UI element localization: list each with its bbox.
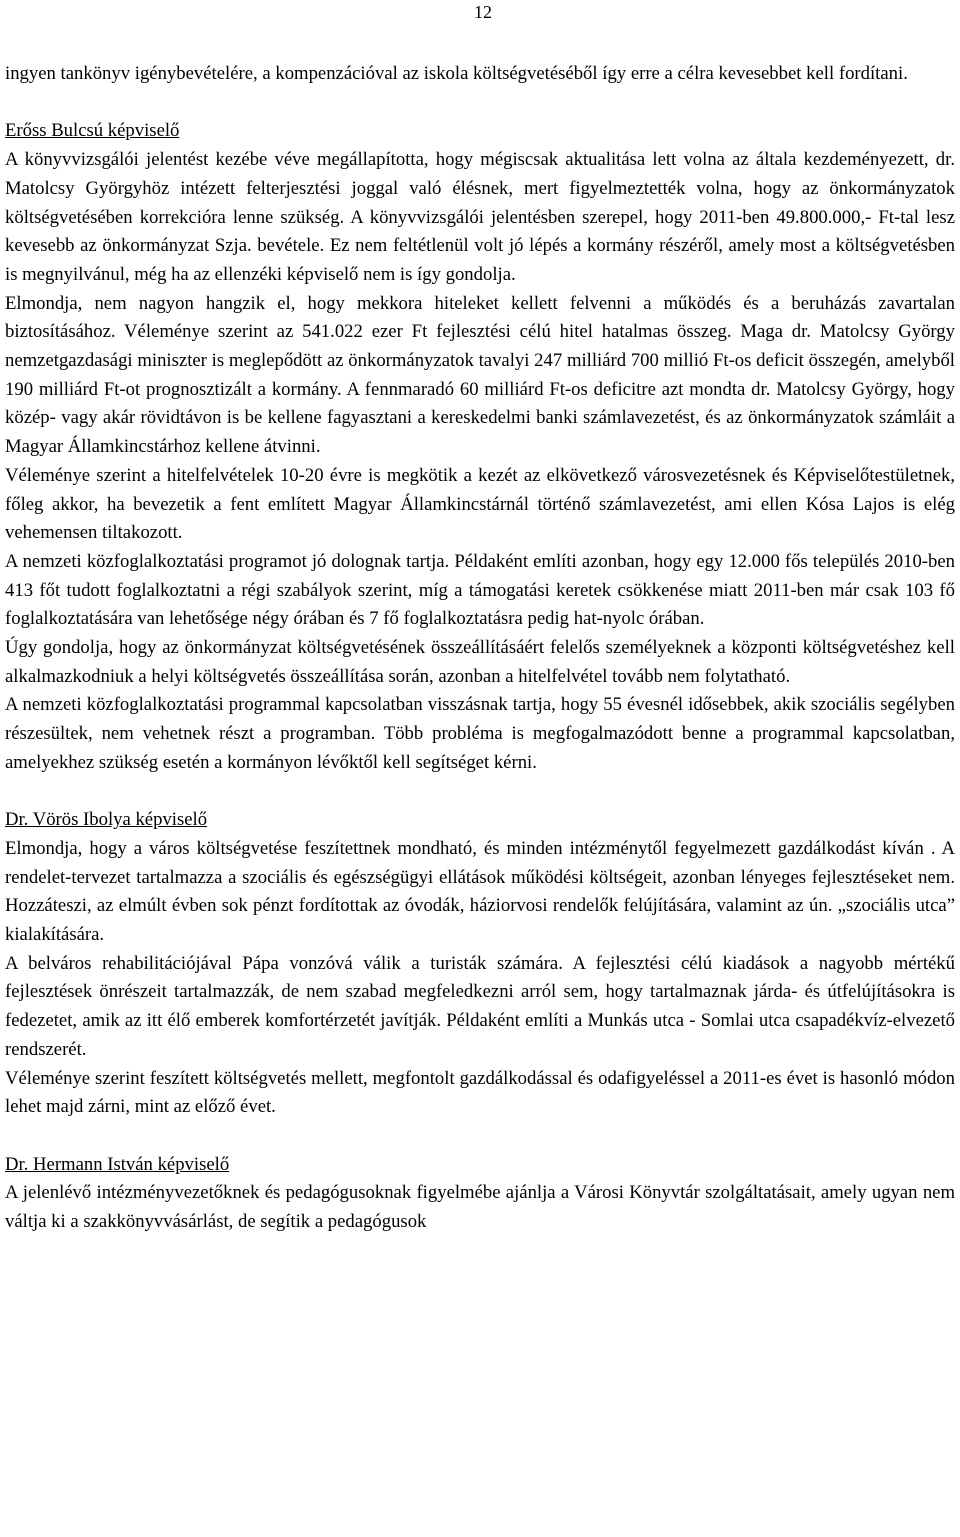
paragraph: A belváros rehabilitációjával Pápa vonzóvá válik a turisták számára. A fejlesztési célú kiadások a nagyobb mértékű fejlesztések önrészeit tartalmazzák, de nem szabad megfeledkezni arról sem, hogy tartalmaznak járda- és útfelújításokra is fedezetet, amik az itt élő emberek komfortérzetét javítják. Példaként említi a Munkás utca - Somlai utca csapadékvíz-elvezető rendszerét. (5, 952, 955, 1060)
speaker-heading: Dr. Hermann István képviselő (5, 1153, 230, 1175)
paragraph: A nemzeti közfoglalkoztatási programot jó dolognak tartja. Példaként említi azonban, hogy egy 12.000 fős település 2010-ben 413 főt tudott foglalkoztatni a régi szabályok szerint, míg a támogatási keretek csökkenése miatt 2011-ben már csak 103 fő foglalkoztatására van lehetősége négy órában és 7 fő foglalkoztatásra pedig hat-nyolc órában. (5, 550, 955, 630)
paragraph: A nemzeti közfoglalkoztatási programmal kapcsolatban visszásnak tartja, hogy 55 évesnél idősebbek, akik szociális segélyben részesültek, nem vehetnek részt a programban. Több probléma is megfogalmazódott benne a programmal kapcsolatban, amelyekhez szükség esetén a kormányon lévőktől kell segítséget kérni. (5, 694, 955, 773)
paragraph: Véleménye szerint a hitelfelvételek 10-20 évre is megkötik a kezét az elkövetkező városvezetésnek és Képviselőtestületnek, főleg akkor, ha bevezetik a fent említett Magyar Államkincstárnál történő számlavezetést, ami ellen Kósa Lajos is elég vehemensen tiltakozott. (5, 464, 955, 544)
speaker-heading: Erőss Bulcsú képviselő (5, 120, 180, 142)
paragraph: Véleménye szerint feszített költségvetés mellett, megfontolt gazdálkodással és odafigyeléssel a 2011-es évet is hasonló módon lehet majd zárni, mint az előző évet. (5, 1067, 955, 1118)
speaker-heading: Dr. Vörös Ibolya képviselő (5, 809, 208, 831)
page-number: 12 (474, 2, 492, 22)
paragraph: Elmondja, hogy a város költségvetése feszítettnek mondható, és minden intézménytől fegyelmezett gazdálkodást kíván . A rendelet-tervezet tartalmazza a szociális és egészségügyi ellátások működési költségeit, azonban lényeges fejlesztéseket nem. Hozzáteszi, az elmúlt évben sok pénzt fordítottak az óvodák, háziorvosi rendelők felújítására, valamint az ún. „szociális utca” kialakítására. (5, 837, 955, 946)
paragraph: ingyen tankönyv igénybevételére, a kompenzációval az iskola költségvetéséből így erre a célra kevesebbet kell fordítani. (5, 63, 908, 84)
paragraph: Úgy gondolja, hogy az önkormányzat költségvetésének összeállításáért felelős személyeknek a központi költségvetéshez kell alkalmazkodniuk a helyi költségvetés összeállítása során, azonban a hitelfelvétel tovább nem folytatható. (5, 637, 955, 687)
paragraph: Elmondja, nem nagyon hangzik el, hogy mekkora hiteleket kellett felvenni a működés és a beruházás zavartalan biztosításához. Véleménye szerint az 541.022 ezer Ft fejlesztési célú hitel hatalmas összeg. Maga dr. Matolcsy György nemzetgazdasági miniszter is meglepődött az önkormányzatok tavalyi 247 milliárd 700 millió Ft-os deficit összegén, amelyből 190 milliárd Ft-ot prognosztizált a kormány. A fennmaradó 60 milliárd Ft-os deficitre azt mondta dr. Matolcsy György, hogy közép- vagy akár rövidtávon is be kellene fagyasztani a kereskedelmi banki számlavezetést, és az önkormányzatok számláit a Magyar Államkincstárhoz kellene átvinni. (5, 292, 955, 458)
document-body (5, 60, 955, 1237)
paragraph: A könyvvizsgálói jelentést kezébe véve megállapította, hogy mégiscsak aktualitása lett volna az általa kezdeményezett, dr. Matolcsy Györgyhöz intézett felterjesztési joggal való élésnek, mert figyelmeztették volna, hogy az önkormányzatok költségvetésében korrekcióra lenne szükség. A könyvvizsgálói jelentésben szerepel, hogy 2011-ben 49.800.000,- Ft-tal lesz kevesebb az önkormányzat Szja. bevétele. Ez nem feltétlenül volt jó lépés a kormány részéről, amely most a költségvetésben is megnyilvánul, még ha az ellenzéki képviselő nem is így gondolja. (5, 149, 955, 285)
paragraph: A jelenlévő intézményvezetőknek és pedagógusoknak figyelmébe ajánlja a Városi Könyvtár szolgáltatásait, amely ugyan nem váltja ki a szakkönyvvásárlást, de segítik a pedagógusok (5, 1182, 955, 1233)
